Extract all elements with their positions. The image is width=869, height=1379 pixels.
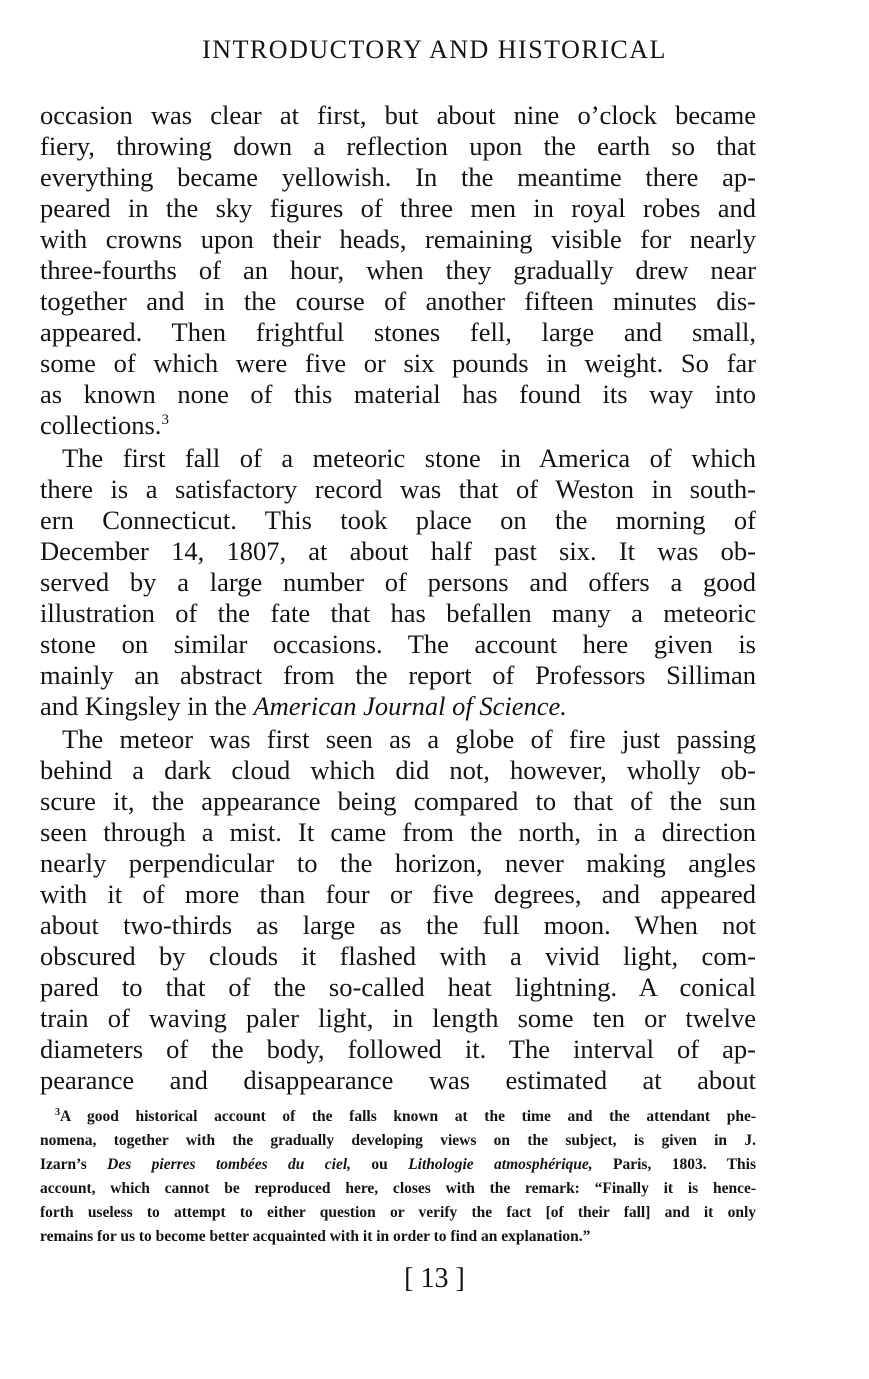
text-line: three-fourths of an hour, when they gradually drew near [40,255,756,285]
text-line: some of which were five or six pounds in weight. So far [40,348,756,378]
text-line: fiery, throwing down a reflection upon the earth so that [40,131,756,161]
text-line: nearly perpendicular to the horizon, never making angles [40,848,756,878]
footnote-line [40,1154,756,1177]
text-line: December 14, 1807, at about half past six. It was ob- [40,536,756,566]
text-line-content: collections. [40,410,162,440]
footnote-line: account, which cannot be reproduced here, closes with the remark: “Finally it is hence- [40,1180,756,1197]
text-line: behind a dark cloud which did not, however, wholly ob- [40,755,756,785]
text-line: together and in the course of another fifteen minutes dis- [40,286,756,316]
text-line: served by a large number of persons and offers a good [40,567,756,597]
journal-title: American Journal of Science. [253,691,567,721]
footnote-line: remains for us to become better acquainted with it in order to find an explanation.” [40,1228,591,1245]
text-line: peared in the sky figures of three men in royal robes and [40,193,756,223]
text-line: seen through a mist. It came from the north, in a direction [40,817,756,847]
text-line: diameters of the body, followed it. The interval of ap- [40,1034,756,1064]
text-line-content: and Kingsley in the [40,691,254,721]
footnote-line: nomena, together with the gradually developing views on the subject, is given in J. [40,1132,756,1149]
footnote-text: A good historical account of the falls known at the time and the attendant phe- [60,1108,756,1125]
text-line: with it of more than four or five degrees, and appeared [40,879,756,909]
text-line: obscured by clouds it flashed with a vivid light, com- [40,941,756,971]
footnote-text: Izarn’s [40,1156,108,1173]
footnote-line [55,1106,756,1129]
text-line: occasion was clear at first, but about nine o’clock became [40,100,756,130]
footnote-reference: 3 [161,412,169,428]
text-line [40,410,756,441]
text-line [40,691,756,722]
footnote-line: forth useless to attempt to either question or verify the fact [of their fall] and it only [40,1204,756,1221]
text-line: ern Connecticut. This took place on the morning of [40,505,756,535]
text-line: stone on similar occasions. The account here given is [40,629,756,659]
text-line: mainly an abstract from the report of Professors Silliman [40,660,756,690]
book-title: Des pierres tombées du ciel, [107,1156,352,1173]
text-line: everything became yellowish. In the meantime there ap- [40,162,756,192]
text-line: train of waving paler light, in length some ten or twelve [40,1003,756,1033]
footnote-text: ou [351,1156,409,1173]
running-head: INTRODUCTORY AND HISTORICAL [202,35,667,64]
text-line: pared to that of the so-called heat lightning. A conical [40,972,756,1002]
text-line: scure it, the appearance being compared to that of the sun [40,786,756,816]
text-line: illustration of the fate that has befallen many a meteoric [40,598,756,628]
text-line: appeared. Then frightful stones fell, large and small, [40,317,756,347]
paragraph-first-line: The meteor was first seen as a globe of fire just passing [62,724,756,754]
page-number: [ 13 ] [404,1263,465,1294]
text-line: as known none of this material has found its way into [40,379,756,409]
text-line: pearance and disappearance was estimated at about [40,1065,756,1095]
paragraph-first-line: The first fall of a meteoric stone in America of which [62,443,756,473]
book-subtitle: Lithologie atmosphérique, [408,1156,593,1173]
footnote-text: Paris, 1803. This [592,1156,757,1173]
footnote-marker: 3 [55,1107,60,1118]
text-line: there is a satisfactory record was that of Weston in south- [40,474,756,504]
text-line: about two-thirds as large as the full moon. When not [40,910,756,940]
text-line: with crowns upon their heads, remaining visible for nearly [40,224,756,254]
